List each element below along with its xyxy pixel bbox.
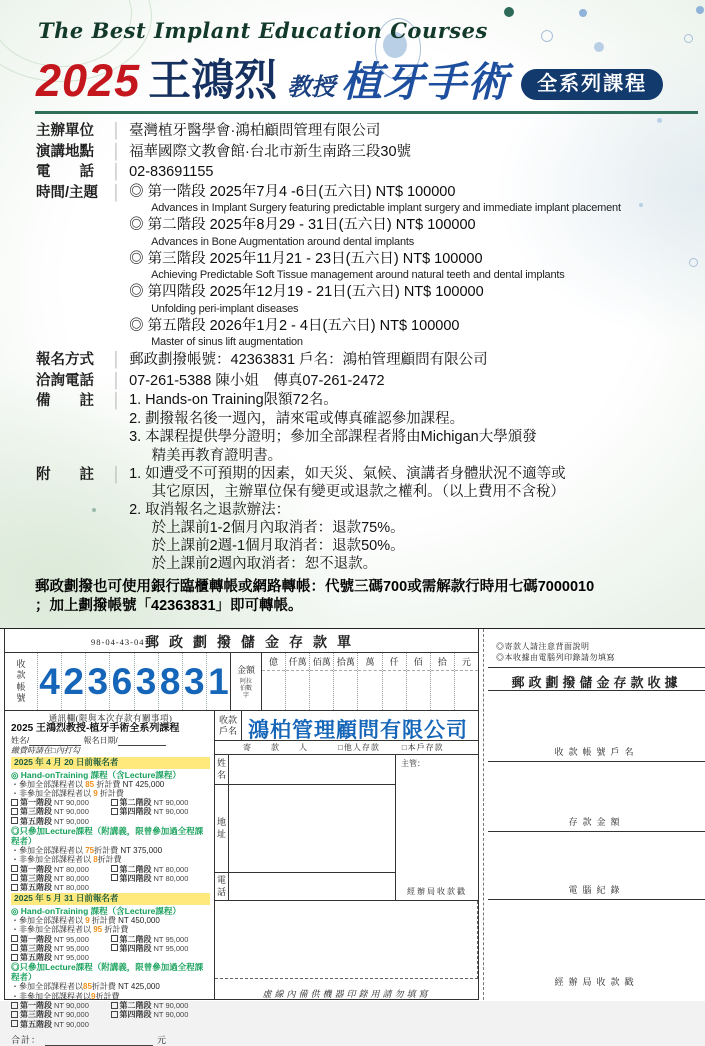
account-label: 收款帳號: [5, 653, 38, 710]
receipt-section-stamp: 經辦局收款戳: [554, 977, 639, 987]
note-line: 2. 取消報名之退款辦法：: [129, 502, 291, 518]
decor-dot: [504, 7, 514, 17]
amount-unit-label: 元: [455, 653, 478, 671]
sender-label: 寄 款 人: [243, 743, 316, 752]
poster-title: [36, 55, 663, 106]
amount-unit-cell[interactable]: [454, 653, 478, 710]
field-phone-label: 電話: [215, 873, 229, 900]
checkbox-icon: [11, 817, 18, 824]
checkbox-icon: [11, 874, 18, 881]
series-badge: 全系列課程: [521, 69, 663, 100]
checkbox-icon: [11, 884, 18, 891]
stage-checkbox-option[interactable]: 第五階段 NT 95,000: [11, 953, 111, 962]
stage-checkbox-option[interactable]: 第二階段 NT 80,000: [111, 865, 211, 874]
decor-circle: [684, 34, 693, 43]
notes-list: [129, 465, 696, 573]
stage-checkbox-option[interactable]: 第一階段 NT 90,000: [11, 798, 111, 807]
form-title: 郵政劃撥儲金存款單: [145, 636, 361, 651]
checkbox-icon: [11, 1011, 18, 1018]
field-address-input[interactable]: [229, 785, 395, 872]
price-section-2: [11, 826, 210, 892]
discount-number: 9: [93, 788, 98, 798]
machine-print-zone: [215, 901, 478, 979]
section-heading: ◎只參加Lecture課程（附講義，限曾參加過全程課程者）: [11, 825, 204, 846]
receipt-section-computer-record: 電腦紀錄: [488, 883, 705, 900]
phone-value: 02-83691155: [129, 164, 214, 180]
contact-label: 洽詢電話: [36, 372, 94, 389]
amount-unit-label: 仟萬: [286, 653, 309, 671]
organizer-label: 主辦單位: [36, 123, 94, 139]
payer-column: [215, 711, 478, 1000]
stage-checkbox-option[interactable]: 第二階段 NT 95,000: [111, 935, 211, 944]
venue-value: 福華國際文教會館·台北市新生南路三段30號: [129, 143, 412, 160]
deadline-band-2: 2025 年 5 月 31 日前報名者: [11, 893, 210, 905]
stage-checkbox-option[interactable]: 第三階段 NT 90,000: [11, 807, 111, 816]
stage-checkbox-option[interactable]: 第五階段 NT 80,000: [11, 883, 111, 892]
stage-checkbox-option[interactable]: 第四階段 NT 80,000: [111, 874, 211, 883]
stage-title: ◎ 第一階段 2025年7月4 -6日(五六日) NT$ 100000: [129, 183, 456, 200]
stage-checkbox-option[interactable]: 第四階段 NT 90,000: [111, 1010, 211, 1019]
stage-checkbox-option[interactable]: 第五階段 NT 90,000: [11, 1020, 111, 1029]
sender-checkbox-other[interactable]: □他人存款: [338, 743, 380, 752]
communication-column: [5, 711, 215, 1045]
organizer-value: 臺灣植牙醫學會·鴻柏顧問管理有限公司: [129, 123, 381, 139]
account-digit: 8: [158, 653, 182, 710]
organizer-row: [36, 121, 696, 142]
label-separator: │: [112, 123, 122, 139]
receipt-section-amount: 存款金額: [488, 815, 705, 832]
account-digit: 1: [206, 653, 230, 710]
form-code: 98-04-43-04: [91, 637, 145, 647]
total-line: 合計： 元: [11, 1034, 168, 1045]
stamp-label: 經辦局收款戳: [407, 887, 467, 896]
label-separator: │: [112, 372, 122, 389]
option-list: [11, 865, 210, 893]
receipt-note-2: ◎本收據由電腦列印錄請勿填寫: [496, 653, 615, 662]
amount-unit-label: 佰: [407, 653, 430, 671]
amount-unit-cell[interactable]: [430, 653, 454, 710]
amount-unit-label: 萬: [358, 653, 381, 671]
remark-line: 2. 劃撥報名後一週內，請來電或傳真確認參加課程。: [129, 410, 465, 427]
stage-title: ◎ 第四階段 2025年12月19 - 21日(五六日) NT$ 100000: [129, 284, 484, 300]
discount-number: 95: [93, 925, 103, 935]
stage-checkbox-option[interactable]: 第二階段 NT 90,000: [111, 1001, 211, 1010]
amount-unit-label: 拾萬: [334, 653, 357, 671]
amount-unit-cell[interactable]: [406, 653, 430, 710]
phone-row: [36, 162, 696, 183]
professor-name: 王鴻烈: [148, 57, 278, 105]
full-price-line: ・參加全部課程者以85折計費 NT 425,000: [11, 982, 160, 992]
checkbox-icon: [111, 808, 118, 815]
field-address-label: 地址: [215, 785, 229, 872]
stage-subtitle: Unfolding peri-implant diseases: [151, 302, 299, 315]
venue-row: [36, 142, 696, 163]
amount-label: 金額 阿拉伯數字: [230, 653, 262, 710]
discount-number: 9: [91, 991, 96, 1001]
partial-price-line: ・非參加全部課程者以 9 折計費: [11, 788, 124, 798]
discount-number: 75: [85, 845, 95, 855]
stage-checkbox-option[interactable]: 第一階段 NT 80,000: [11, 865, 111, 874]
partial-price-line: ・非參加全部課程者以 95 折計費: [11, 925, 129, 935]
checkbox-icon: [11, 1020, 18, 1027]
label-separator: │: [112, 352, 122, 368]
postal-deposit-form: [0, 628, 705, 1045]
account-digit: 3: [85, 653, 109, 710]
register-value: 郵政劃撥帳號：42363831 戶名：鴻柏管理顧問有限公司: [129, 352, 488, 368]
price-section-4: [11, 962, 210, 1028]
receipt-stub: [488, 629, 705, 1000]
poster-tagline: The Best Implant Education Courses: [38, 18, 488, 43]
bank-transfer-note: [35, 578, 696, 615]
course-year: 2025: [36, 55, 141, 106]
amount-unit-label: 億: [262, 653, 285, 671]
deadline-band-1: 2025 年 4 月 20 日前報名者: [11, 757, 210, 769]
checkbox-icon: [111, 935, 118, 942]
bank-note-line: 郵政劃撥也可使用銀行臨櫃轉帳或網路轉帳：代號三碼700或需解款行時用七碼7000010: [35, 579, 595, 595]
partial-price-line: ・非參加全部課程者以 8折計費: [11, 855, 122, 865]
checkbox-icon: [11, 944, 18, 951]
discount-number: 9: [85, 915, 90, 925]
stage-checkbox-option[interactable]: 第三階段 NT 95,000: [11, 944, 111, 953]
payee-row: [215, 711, 478, 741]
stage-checkbox-option[interactable]: 第三階段 NT 90,000: [11, 1010, 111, 1019]
tick-instruction: 繳費時請在□內打勾: [11, 746, 80, 755]
full-price-line: ・參加全部課程者以 9 折計費 NT 450,000: [11, 915, 160, 925]
decor-dot: [696, 6, 704, 14]
register-row: [36, 350, 696, 371]
stage-checkbox-option[interactable]: 第一階段 NT 90,000: [11, 1001, 111, 1010]
stage-subtitle: Master of sinus lift augmentation: [151, 336, 303, 348]
partial-price-line: ・非參加全部課程者以9折計費: [11, 991, 120, 1001]
total-input-line[interactable]: [45, 1036, 153, 1046]
account-digit: 3: [134, 653, 158, 710]
amount-unit-label: 佰萬: [310, 653, 333, 671]
schedule-label: 時間/主題: [36, 184, 99, 201]
amount-unit-label: 仟: [383, 653, 406, 671]
stage-title: ◎ 第三階段 2025年11月21 - 23日(五六日) NT$ 100000: [129, 250, 483, 267]
decor-dot: [579, 9, 587, 17]
remarks-label: 備 註: [36, 393, 94, 409]
note-line: 於上課前2週內取消者：恕不退款。: [129, 556, 378, 572]
notes-label: 附 註: [36, 467, 94, 483]
amount-unit-cell[interactable]: [262, 653, 285, 710]
note-line: 於上課前1-2個月內取消者：退款75%。: [129, 520, 405, 536]
course-subject: 植牙手術: [341, 59, 510, 105]
supervisor-label: 主管：: [401, 759, 425, 768]
note-line: 於上課前2週-1個月取消者：退款50%。: [129, 538, 405, 554]
stage-subtitle: Achieving Predictable Soft Tissue management around natural teeth and dental implants: [151, 269, 565, 281]
section-heading: ◎ Hand-onTraining 課程（含Lecture課程）: [11, 769, 181, 780]
stage-title: ◎ 第五階段 2026年1月2 - 4日(五六日) NT$ 100000: [129, 317, 460, 334]
title-divider: [35, 111, 698, 114]
price-section-3: [11, 906, 210, 962]
section-heading: ◎ Hand-onTraining 課程（含Lecture課程）: [11, 905, 181, 916]
full-price-line: ・參加全部課程者以 85 折計費 NT 425,000: [11, 779, 165, 789]
payee-label: 收款戶名: [215, 711, 242, 740]
receipt-notes: [496, 641, 615, 663]
checkbox-icon: [111, 1011, 118, 1018]
stage-title: ◎ 第二階段 2025年8月29 - 31日(五六日) NT$ 100000: [129, 217, 476, 233]
checkbox-icon: [11, 865, 18, 872]
note-line: 1. 如遭受不可預期的因素，如天災、氣候、演講者身體狀況不適等或: [129, 466, 566, 482]
sender-row: [215, 741, 478, 755]
name-date-line: [11, 735, 210, 746]
decor-circle: [541, 30, 553, 42]
comm-course-name: 2025 王鴻烈教授-植牙手術全系列課程: [11, 723, 180, 734]
field-address-row: [215, 785, 395, 873]
checkbox-icon: [111, 874, 118, 881]
account-digit: 2: [61, 653, 85, 710]
cut-line: [483, 629, 484, 1000]
receipt-note-1: ◎寄款人請注意背面說明: [496, 642, 590, 651]
schedule-row: [36, 183, 696, 351]
discount-number: 85: [83, 982, 92, 992]
stage-item: [129, 183, 696, 216]
option-list: [11, 798, 210, 826]
stage-checkbox-option[interactable]: 第一階段 NT 95,000: [11, 935, 111, 944]
note-line: 其它原因，主辦單位保有變更或退款之權利。（以上費用不含稅）: [129, 484, 565, 500]
contact-row: [36, 371, 696, 392]
field-name-input[interactable]: [229, 755, 395, 784]
supervisor-box: [395, 755, 478, 901]
amount-grid[interactable]: [262, 653, 478, 710]
checkbox-icon: [11, 799, 18, 806]
stage-subtitle: Advances in Bone Augmentation around dental implants: [151, 235, 415, 248]
stage-subtitle: Advances in Implant Surgery featuring predictable implant surgery and immediate implant placement: [151, 202, 621, 214]
checkbox-icon: [11, 954, 18, 961]
amount-unit-cell[interactable]: [333, 653, 357, 710]
stage-item: [129, 283, 696, 316]
stage-checkbox-option[interactable]: 第四階段 NT 90,000: [111, 807, 211, 816]
amount-unit-label: 拾: [431, 653, 454, 671]
slip-header: [5, 629, 478, 653]
stage-checkbox-option[interactable]: 第五階段 NT 90,000: [11, 817, 111, 826]
comm-title: 通訊欄(限與本次存款有關事項): [48, 713, 173, 723]
amount-unit-cell[interactable]: [309, 653, 333, 710]
amount-unit-cell[interactable]: [382, 653, 406, 710]
checkbox-icon: [111, 865, 118, 872]
remark-line: 精美再教育證明書。: [129, 447, 283, 464]
professor-degree: 教授: [287, 74, 336, 101]
field-name-row: [215, 755, 395, 785]
stage-item: [129, 216, 696, 249]
stage-item: [129, 317, 696, 350]
stage-list: [129, 183, 696, 351]
remarks-list: [129, 391, 696, 465]
checkbox-icon: [11, 1002, 18, 1009]
checkbox-icon: [111, 799, 118, 806]
venue-label: 演講地點: [36, 143, 94, 160]
course-info: [36, 121, 696, 615]
name-input-line[interactable]: [29, 737, 81, 746]
payee-name: 鴻柏管理顧問有限公司: [248, 719, 468, 742]
account-digit: 6: [109, 653, 133, 710]
label-separator: │: [112, 184, 122, 201]
discount-number: 8: [93, 855, 98, 865]
stage-checkbox-option[interactable]: 第二階段 NT 90,000: [111, 798, 211, 807]
deposit-slip: [4, 629, 479, 1045]
price-section-1: [11, 770, 210, 826]
remark-line: 1. Hands-on Training限額72名。: [129, 392, 338, 408]
date-input-line[interactable]: [118, 737, 166, 746]
decor-dot: [594, 42, 604, 52]
amount-unit-cell[interactable]: [357, 653, 381, 710]
field-phone-row: [215, 873, 395, 901]
account-number: [38, 653, 230, 710]
checkbox-icon: [111, 1002, 118, 1009]
account-row: [5, 653, 478, 711]
date-label: 報名日期/: [83, 736, 118, 745]
bank-note-line: ；加上劃撥帳號「42363831」即可轉帳。: [35, 597, 303, 614]
phone-label: 電 話: [36, 164, 94, 180]
full-price-line: ・參加全部課程者以 75折計費 NT 375,000: [11, 845, 163, 855]
sender-checkbox-self[interactable]: □本戶存款: [401, 743, 444, 752]
amount-unit-cell[interactable]: [285, 653, 309, 710]
stage-item: [129, 250, 696, 283]
register-label: 報名方式: [36, 352, 94, 368]
checkbox-icon: [111, 944, 118, 951]
label-separator: │: [112, 164, 122, 180]
account-digit: 4: [39, 660, 60, 702]
receipt-section-account-name: 收款帳號戶名: [488, 745, 705, 762]
field-name-label: 姓名: [215, 755, 229, 784]
checkbox-icon: [11, 808, 18, 815]
name-label: 姓名/: [11, 736, 30, 745]
stage-checkbox-option[interactable]: 第四階段 NT 95,000: [111, 944, 211, 953]
contact-value: 07-261-5388 陳小姐 傳真07-261-2472: [129, 372, 385, 389]
section-heading: ◎只參加Lecture課程（附講義，限曾參加過全程課程者）: [11, 962, 204, 983]
label-separator: │: [112, 393, 122, 409]
sender-fields: [215, 755, 395, 901]
remarks-row: [36, 391, 696, 465]
notes-row: [36, 465, 696, 573]
stage-checkbox-option[interactable]: 第三階段 NT 80,000: [11, 874, 111, 883]
remark-line: 3. 本課程提供學分證明；參加全部課程者將由Michigan大學頒發: [129, 429, 537, 445]
label-separator: │: [112, 143, 122, 160]
option-list: [11, 935, 210, 963]
checkbox-icon: [11, 935, 18, 942]
label-separator: │: [112, 467, 122, 483]
receipt-title: 郵政劃撥儲金存款收據: [488, 667, 705, 691]
discount-number: 85: [85, 779, 95, 789]
account-digit: 3: [182, 653, 206, 710]
field-phone-input[interactable]: [229, 873, 395, 900]
machine-note: 虛線內備供機器印錄用請勿填寫: [262, 989, 431, 999]
option-list: [11, 1001, 210, 1029]
